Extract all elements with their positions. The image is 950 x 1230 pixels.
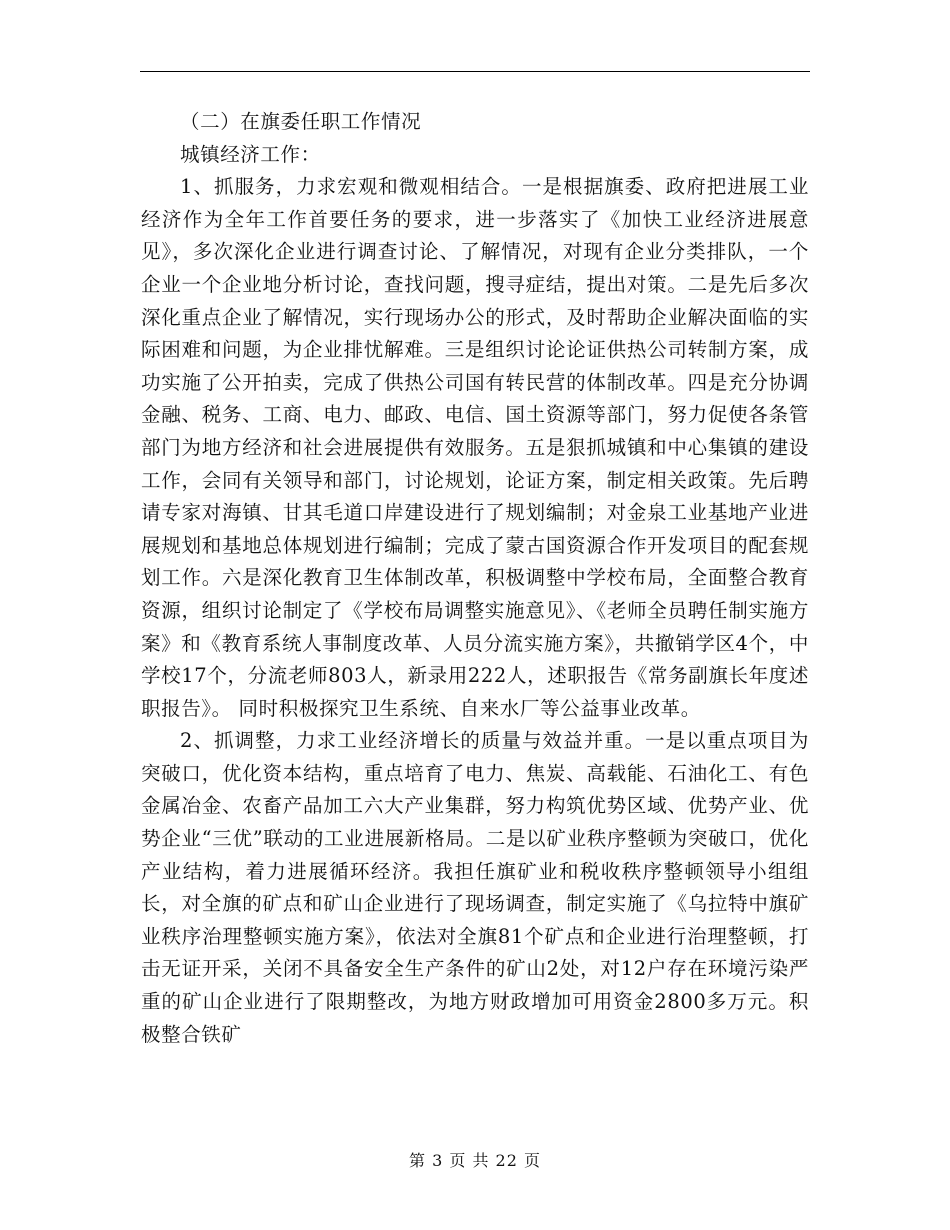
paragraph-1: 1、抓服务，力求宏观和微观相结合。一是根据旗委、政府把进展工业经济作为全年工作首要任务的要求，进一步落实了《加快工业经济进展意见》，多次深化企业进行调查讨论、了解情况，对现有企业分类排队，一个企业一个企业地分析讨论，查找问题，搜寻症结，提出对策。二是先后多次深化重点企业了解情况，实行现场办公的形式，及时帮助企业解决面临的实际困难和问题，为企业排忧解难。三是组织讨论论证供热公司转制方案，成功实施了公开拍卖，完成了供热公司国有转民营的体制改革。四是充分协调金融、税务、工商、电力、邮政、电信、国土资源等部门，努力促使各条管部门为地方经济和社会进展提供有效服务。五是狠抓城镇和中心集镇的建设工作，会同有关领导和部门，讨论规划，论证方案，制定相关政策。先后聘请专家对海镇、甘其毛道口岸建设进行了规划编制；对金泉工业基地产业进展规划和基地总体规划进行编制；完成了蒙古国资源合作开发项目的配套规划工作。六是深化教育卫生体制改革，积极调整中学校布局，全面整合教育资源，组织讨论制定了《学校布局调整实施意见》、《老师全员聘任制实施方案》和《教育系统人事制度改革、人员分流实施方案》，共撤销学区4个，中学校17个，分流老师803人，新录用222人，述职报告《常务副旗长年度述职报告》。 同时积极探究卫生系统、自来水厂等公益事业改革。 [141,175,809,720]
section-heading: （二）在旗委任职工作情况 [180,110,422,133]
paragraph-2: 2、抓调整，力求工业经济增长的质量与效益并重。一是以重点项目为突破口，优化资本结构，重点培育了电力、焦炭、高载能、石油化工、有色金属冶金、农畜产品加工六大产业集群，努力构筑优势区域、优势产业、优势企业“三优”联动的工业进展新格局。二是以矿业秩序整顿为突破口，优化产业结构，着力进展循环经济。我担任旗矿业和税收秩序整顿领导小组组长，对全旗的矿点和矿山企业进行了现场调查，制定实施了《乌拉特中旗矿业秩序治理整顿实施方案》，依法对全旗81个矿点和企业进行治理整顿，打击无证开采，关闭不具备安全生产条件的矿山2处，对12户存在环境污染严重的矿山企业进行了限期整改，为地方财政增加可用资金2800多万元。积极整合铁矿 [141,729,809,1046]
subheading: 城镇经济工作： [180,142,321,166]
page-footer: 第 3 页 共 22 页 [409,1151,541,1170]
document-body [141,106,809,1051]
header-rule [140,71,810,72]
